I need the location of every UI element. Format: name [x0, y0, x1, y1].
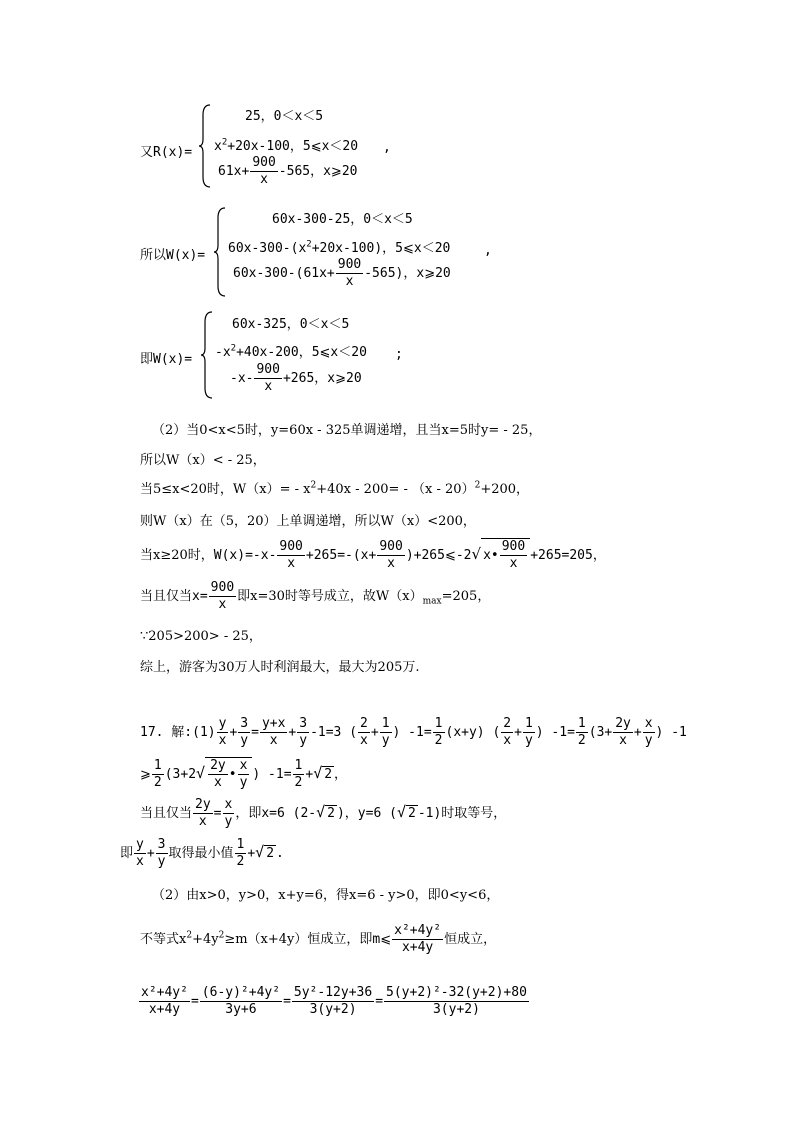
frac-den: y [240, 733, 249, 748]
p17-m2: ) -1= [392, 725, 432, 740]
r-case-3-a: 61x+ [218, 164, 250, 179]
plus: + [247, 846, 256, 861]
sqrt-icon: √ [196, 764, 206, 782]
p17-l4c: . [276, 846, 284, 861]
frac [433, 716, 445, 749]
frac-den: 3y+6 [225, 1002, 257, 1017]
p17-p3e: 恒成立， [444, 932, 497, 947]
frac-num: x [239, 758, 248, 773]
frac [392, 923, 443, 956]
frac-den: x [287, 556, 296, 571]
p17-label: 17. 解:(1) [140, 725, 216, 740]
frac [208, 758, 228, 791]
line-2: 所以W（x）< - 25， [140, 453, 266, 468]
frac-num: 5(y+2)²-32(y+2)+80 [386, 985, 527, 1000]
frac-den: x [264, 379, 273, 394]
frac-den: x [218, 597, 227, 612]
frac-den: y [381, 733, 390, 748]
r-case-2-a: x [214, 139, 222, 154]
r-case-3-frac [250, 155, 277, 188]
frac-den: 2 [153, 775, 162, 790]
ww-case-2 [215, 341, 367, 360]
eq: = [283, 994, 291, 1009]
p17-l3b: = [213, 806, 222, 821]
w-brace [213, 206, 229, 298]
ww-case-3-a: -x- [230, 371, 254, 386]
line-3-sup: 2 [310, 480, 317, 491]
sqrt-body: 2 [407, 806, 416, 821]
line-3-a: 当5≤x<20时，W（x）= - x [140, 482, 311, 497]
line-7: ∵205>200> - 25， [140, 629, 262, 644]
frac-den: x+4y [401, 940, 434, 955]
frac-num: 900 [501, 539, 526, 554]
p17-l3a: 当且仅当 [140, 806, 193, 821]
frac-den: y [224, 814, 233, 829]
w-case-2-sup: 2 [306, 239, 312, 250]
frac [235, 837, 247, 870]
frac [384, 985, 529, 1018]
line-5-b: W(x)=-x- [213, 548, 277, 563]
p17-l2c: ) -1= [252, 767, 292, 782]
line-5-sqrt [481, 538, 530, 572]
frac [223, 797, 235, 830]
frac-num: y [136, 837, 144, 852]
frac [297, 716, 309, 749]
plus: + [514, 725, 522, 740]
frac-den: 2 [236, 854, 245, 869]
frac [217, 716, 229, 749]
frac-num: 5y²-12y+36 [293, 985, 373, 1000]
r-case-1: 25，0＜x＜5 [245, 109, 324, 124]
frac-num: 3 [240, 716, 249, 731]
w-case-2 [228, 237, 450, 256]
frac [193, 797, 213, 830]
line-5-e: x• [483, 548, 499, 563]
line-6-d: =205， [441, 589, 491, 604]
frac-den: y [524, 733, 533, 748]
line-3-sup2: 2 [474, 480, 481, 491]
line-6-frac [209, 580, 236, 613]
p17-m6: ) -1 [655, 725, 687, 740]
eq: = [375, 994, 384, 1009]
plus: + [229, 725, 238, 740]
p17-part-3 [140, 923, 496, 956]
p17-line-1 [140, 716, 687, 749]
p17-l2f: ， [334, 767, 348, 782]
frac-den: 2 [434, 733, 443, 748]
line-5-frac1 [277, 539, 304, 572]
frac-num: 900 [379, 539, 403, 554]
frac-num: 900 [337, 257, 362, 272]
p17-line-4 [120, 837, 284, 870]
frac-den: x [260, 172, 268, 187]
p17-p3a: 不等式x [140, 932, 187, 947]
frac-num: 2 [360, 716, 368, 731]
frac [238, 716, 250, 749]
frac [200, 985, 282, 1018]
line-5-frac3 [500, 539, 527, 572]
frac-den: x+4y [148, 1002, 181, 1017]
frac-num: 3 [299, 716, 308, 731]
frac [260, 716, 287, 749]
plus: + [633, 725, 642, 740]
sqrt-icon: √ [471, 545, 482, 563]
ww-case-2-b: +40x-200，5⩽x＜20 [236, 345, 367, 360]
plus: + [146, 846, 155, 861]
ww-label: 即W(x)= [140, 352, 193, 367]
frac [576, 716, 588, 749]
line-5-frac2 [377, 539, 404, 572]
p17-l3c: ，即x=6 (2- [235, 806, 317, 821]
frac [380, 716, 392, 749]
r-case-2 [214, 135, 358, 154]
p17-l3e: -1)时取等号， [417, 806, 507, 821]
w-case-3-b: -565)，x⩾20 [364, 266, 451, 281]
line-5-f: +265=205， [530, 548, 606, 563]
ww-brace [200, 310, 216, 400]
sup: 2 [218, 930, 225, 941]
frac-num: 1 [236, 837, 245, 852]
frac-den: 2 [294, 775, 303, 790]
p17-p3b: +4y [192, 932, 219, 947]
line-6-c: 即x=30时等号成立，故W（x） [237, 589, 423, 604]
frac [293, 758, 305, 791]
sqrt-body: 2 [327, 806, 335, 821]
frac-den: x [345, 274, 354, 289]
sqrt-icon: √ [313, 764, 323, 782]
frac-den: x [198, 814, 207, 829]
p17-p3c: ≥m（x+4y）恒成立，即 [224, 932, 373, 947]
p17-m5: (3+ [588, 725, 613, 740]
frac-num: x²+4y² [141, 985, 188, 1000]
frac-num: 1 [524, 716, 533, 731]
frac [358, 716, 370, 749]
ww-punct: ; [395, 347, 403, 362]
w-punct: , [484, 243, 492, 258]
frac-den: y [299, 733, 308, 748]
ww-case-3-b: +265，x⩾20 [282, 371, 362, 386]
frac [139, 985, 190, 1018]
line-5 [140, 538, 606, 572]
r-brace [198, 103, 214, 189]
w-case-3-frac [336, 257, 363, 290]
r-case-3 [218, 155, 357, 188]
line-5-a: 当x≥20时， [140, 548, 214, 563]
eq: = [190, 994, 199, 1009]
line-6-b: x= [192, 589, 208, 604]
frac [613, 716, 633, 749]
w-case-2-a: 60x-300-(x [228, 241, 307, 256]
eq: = [251, 725, 259, 740]
frac-num: 1 [577, 716, 586, 731]
frac-den: x [503, 733, 512, 748]
r-label: 又R(x)= [140, 145, 193, 160]
line-6-a: 当且仅当 [140, 589, 193, 604]
p17-l2a: ⩾ [140, 767, 151, 782]
sqrt-icon: √ [396, 803, 406, 821]
frac-den: x [360, 733, 368, 748]
line-6-sub: max [422, 596, 442, 607]
frac-num: 2y [615, 716, 631, 731]
frac-num: 900 [252, 155, 276, 170]
sqrt-icon: √ [316, 803, 326, 821]
line-3-c: +200， [480, 482, 530, 497]
frac-num: 3 [157, 837, 166, 852]
line-8: 综上，游客为30万人时利润最大，最大为205万. [140, 660, 420, 675]
ww-case-3-frac [254, 362, 281, 395]
frac-den: x [619, 733, 627, 748]
frac-num: 2 [503, 716, 512, 731]
w-case-2-b: +20x-100)，5⩽x＜20 [311, 241, 451, 256]
ww-case-2-a: -x [215, 345, 231, 360]
frac-num: 900 [256, 362, 280, 377]
ww-case-2-sup: 2 [230, 343, 237, 354]
ww-case-3 [230, 362, 362, 395]
sqrt-body: $\frac{2y}{x}$ • $\frac{x}{y}$ [205, 757, 252, 791]
frac-num: y [218, 716, 227, 731]
frac-num: 1 [153, 758, 162, 773]
sup: 2 [186, 930, 193, 941]
plus: + [288, 725, 297, 740]
frac-num: 1 [294, 758, 303, 773]
frac-num: 1 [434, 716, 443, 731]
frac [152, 758, 164, 791]
frac [292, 985, 374, 1018]
w-label: 所以W(x)= [140, 248, 206, 263]
p17-line-3 [140, 797, 506, 830]
w-case-3-a: 60x-300-(61x+ [233, 266, 335, 281]
frac-den: x [509, 556, 518, 571]
frac [523, 716, 535, 749]
frac-den: x [269, 733, 278, 748]
w-case-3 [233, 257, 451, 290]
plus: + [370, 725, 379, 740]
frac-den: x [136, 854, 144, 869]
line-6 [140, 580, 490, 613]
frac-den: 3(y+2) [309, 1002, 357, 1017]
w-case-1: 60x-300-25，0＜x＜5 [272, 212, 413, 227]
frac-den: y [157, 854, 166, 869]
frac [156, 837, 168, 870]
frac-den: y [644, 733, 653, 748]
p17-l2d: + [305, 767, 314, 782]
frac-num: x²+4y² [394, 923, 442, 938]
p17-final-eq [138, 985, 530, 1018]
frac-den: x [213, 775, 222, 790]
frac-num: (6-y)²+4y² [201, 985, 281, 1000]
line-4: 则W（x）在（5，20）上单调递增，所以W（x）<200， [140, 514, 476, 529]
ww-case-1: 60x-325，0＜x＜5 [232, 317, 350, 332]
frac-den: 2 [577, 733, 586, 748]
frac-den: x [387, 556, 395, 571]
p17-l3d: )，y=6 ( [336, 806, 397, 821]
frac [501, 716, 513, 749]
sqrt-body: 2 [266, 846, 275, 861]
p17-l4b: 取得最小值 [168, 846, 234, 861]
line-1: （2）当0<x<5时，y=60x - 325单调递增，且当x=5时y= - 25， [152, 423, 542, 438]
line-3-b: +40x - 200= - （x - 20） [316, 482, 475, 497]
r-case-3-b: -565，x⩾20 [278, 164, 358, 179]
p17-l2b: (3+2 [164, 767, 197, 782]
frac-den: x [218, 733, 227, 748]
frac-den: y [239, 775, 248, 790]
p17-part-2: （2）由x>0，y>0，x+y=6，得x=6 - y>0，即0<y<6， [152, 888, 500, 903]
frac-num: y+x [261, 716, 286, 731]
frac [134, 837, 146, 870]
frac-num: 900 [210, 580, 235, 595]
frac [643, 716, 655, 749]
frac-den: 3(y+2) [432, 1002, 480, 1017]
frac-num: 900 [279, 539, 303, 554]
r-case-2-sup: 2 [221, 137, 228, 148]
frac-num: x [224, 797, 233, 812]
p17-m3: (x+y) ( [445, 725, 501, 740]
line-5-c: +265=-(x+ [305, 548, 377, 563]
line-3 [140, 478, 529, 497]
frac [238, 758, 250, 791]
p17-l4a: 即 [120, 846, 134, 861]
p17-p3d: m⩽ [372, 932, 392, 947]
r-case-2-b: +20x-100，5⩽x＜20 [227, 139, 359, 154]
frac-num: 2y [210, 758, 226, 773]
frac-num: x [644, 716, 653, 731]
sqrt-icon: √ [255, 843, 265, 861]
r-punct: , [383, 140, 391, 155]
frac-num: 1 [381, 716, 390, 731]
p17-line-2 [140, 757, 347, 791]
p17-m1: -1=3 ( [310, 725, 358, 740]
sqrt-body: 2 [324, 767, 333, 782]
p17-m4: ) -1= [535, 725, 575, 740]
frac-num: 2y [195, 797, 211, 812]
line-5-d: )+265⩽-2 [405, 548, 472, 563]
